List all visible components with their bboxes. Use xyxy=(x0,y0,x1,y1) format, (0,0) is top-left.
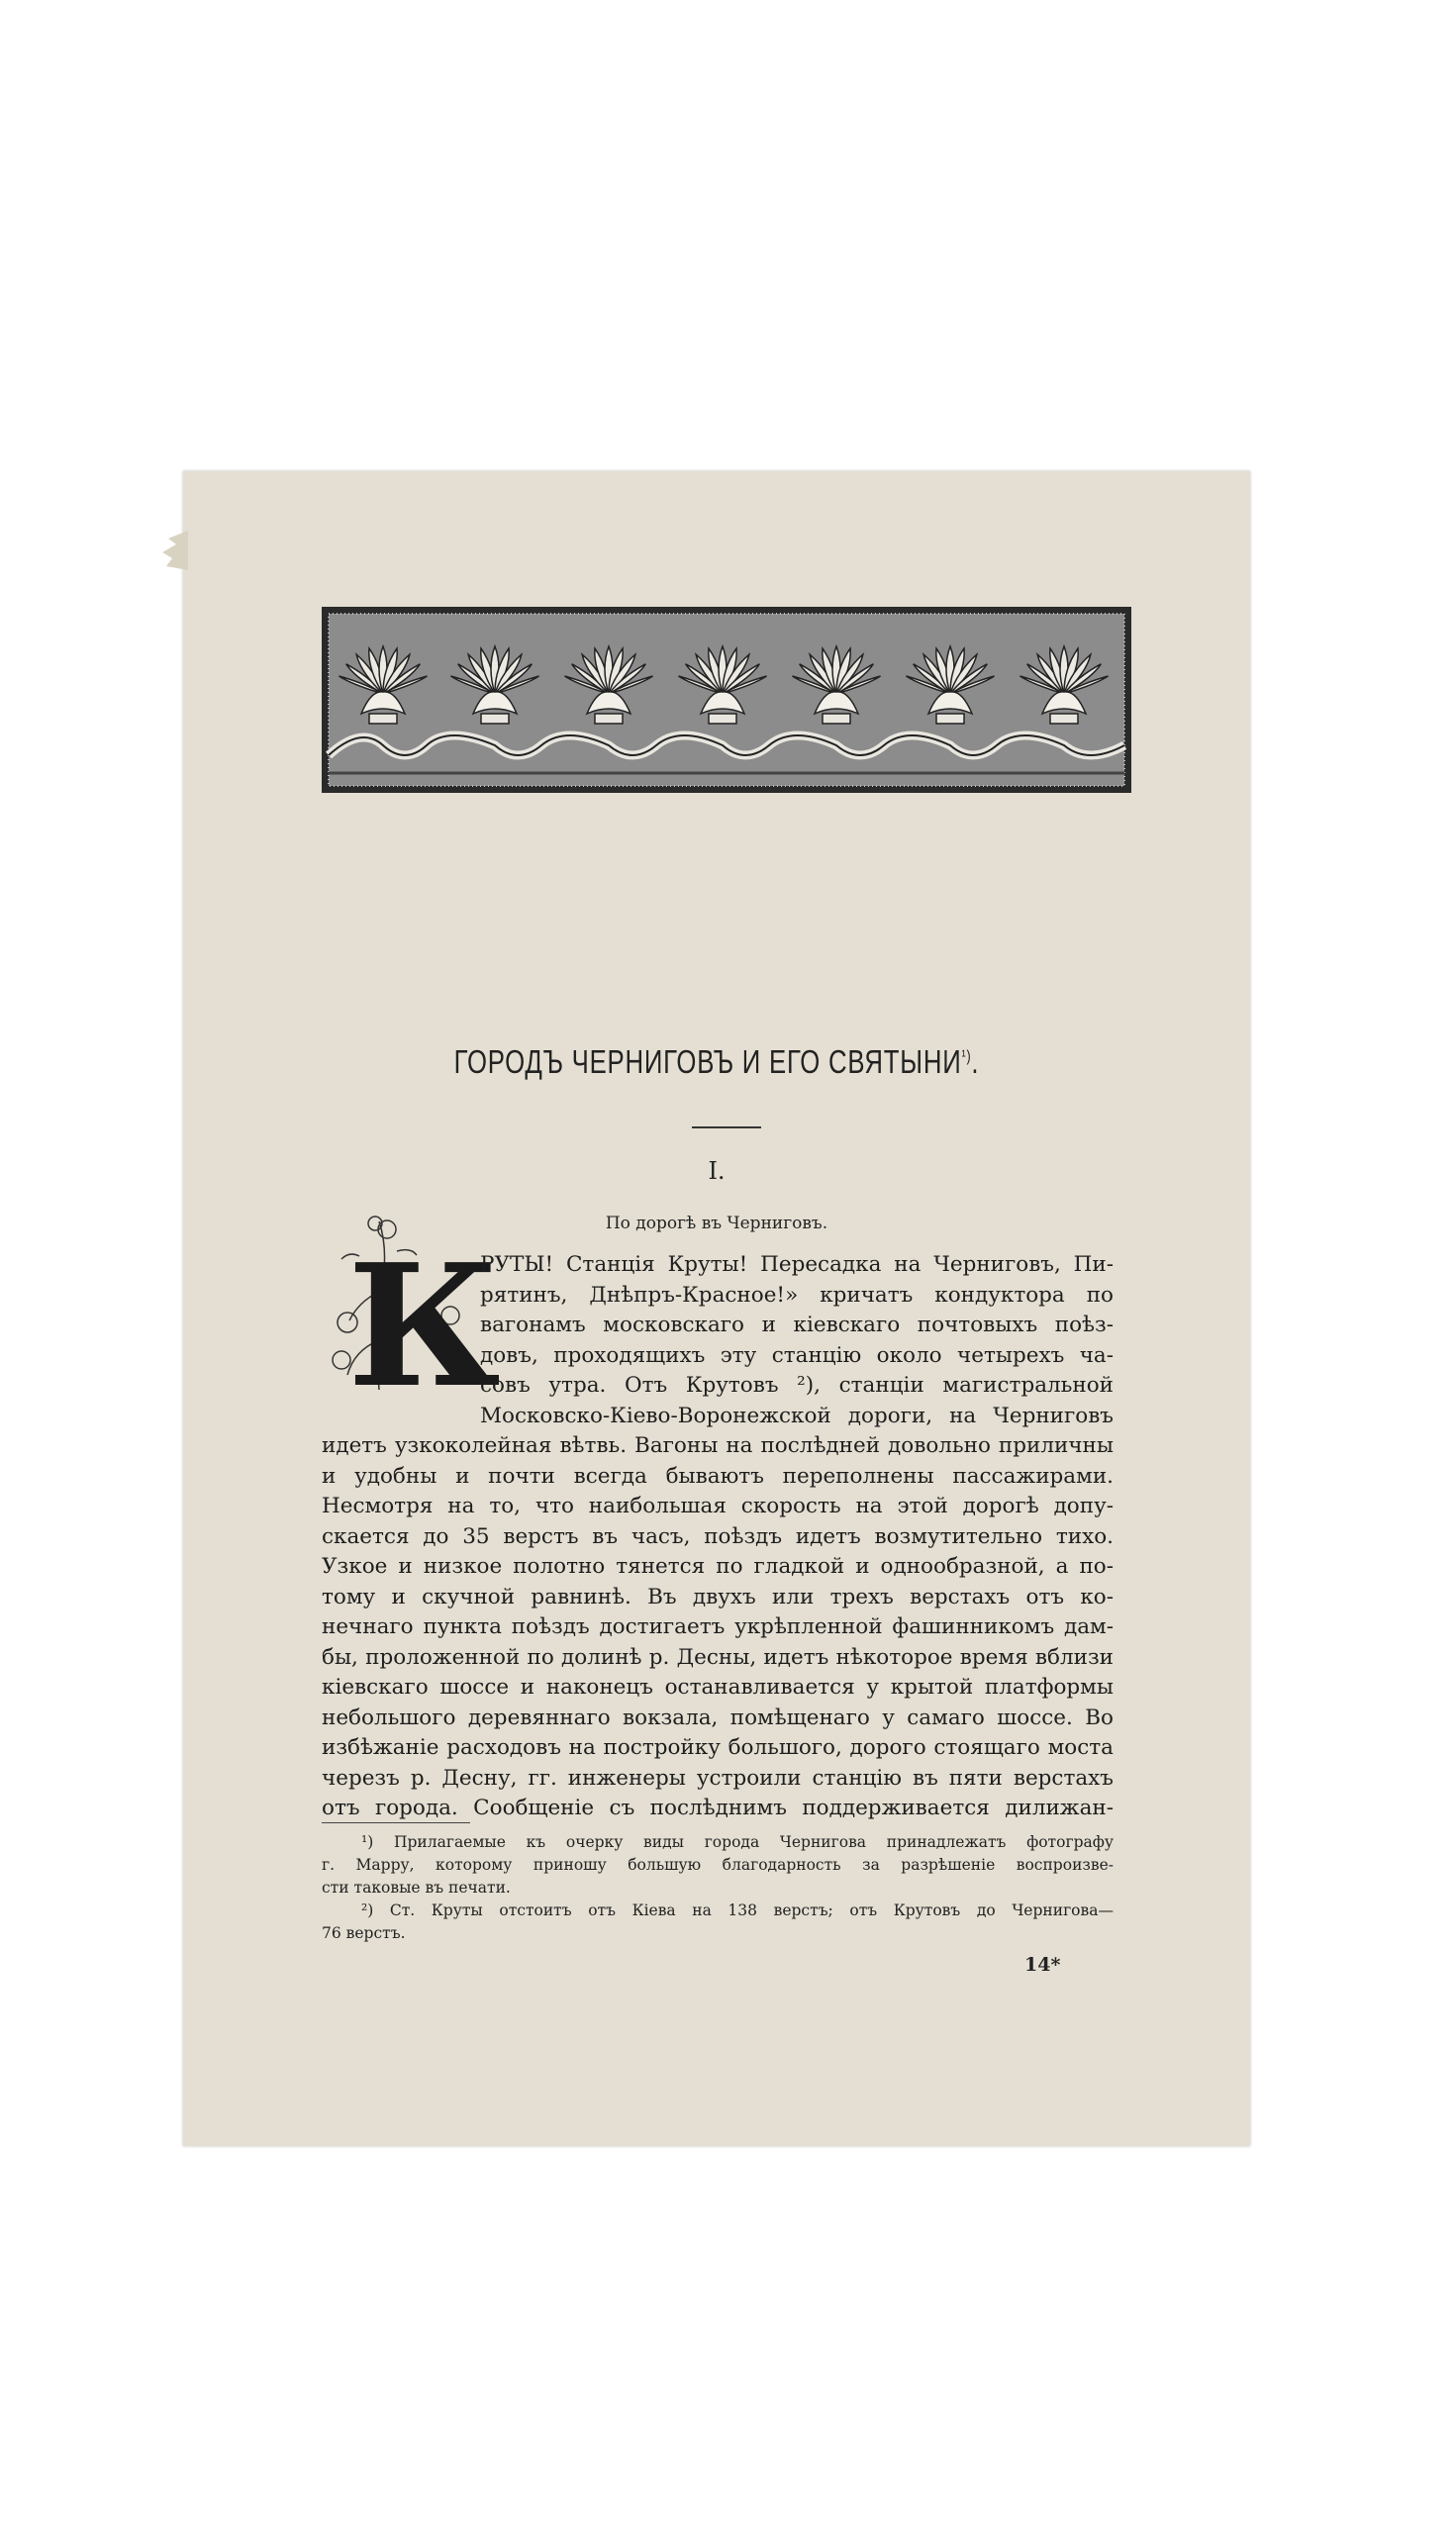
body-line: отъ города. Сообщеніе съ послѣднимъ поддерживается дилижан- xyxy=(322,1796,1114,1820)
book-page xyxy=(183,471,1250,2146)
body-line: тому и скучной равнинѣ. Въ двухъ или трехъ верстахъ отъ ко- xyxy=(322,1584,1114,1609)
body-line: кіевскаго шоссе и наконецъ останавливается у крытой платформы xyxy=(322,1675,1114,1700)
body-line: нечнаго пункта поѣздъ достигаетъ укрѣпленной фашинникомъ дам- xyxy=(322,1614,1114,1639)
ornamental-frieze xyxy=(322,607,1131,793)
section-subtitle: По дорогѣ въ Черниговъ. xyxy=(605,1214,828,1233)
body-line: избѣжаніе расходовъ на постройку большого, дорого стоящаго моста xyxy=(322,1735,1114,1760)
body-line: Несмотря на то, что наибольшая скорость на этой дорогѣ допу- xyxy=(322,1494,1114,1518)
footnote-line: 76 верстъ. xyxy=(322,1924,406,1942)
printer-signature-mark: 14* xyxy=(1024,1954,1061,1976)
body-paragraph xyxy=(322,1250,1114,1824)
footnotes xyxy=(322,1831,1114,1945)
body-line: Московско-Кіево-Воронежской дороги, на Черниговъ xyxy=(480,1403,1114,1428)
body-line: рятинъ, Днѣпръ-Красное!» кричатъ кондуктора по xyxy=(480,1282,1114,1308)
section-number: I. xyxy=(708,1157,726,1185)
footnote-line: ¹) Прилагаемые къ очерку виды города Чернигова принадлежатъ фотографу xyxy=(361,1833,1114,1851)
dropcap-letter: К xyxy=(347,1227,501,1425)
footnote-rule xyxy=(322,1822,470,1823)
title-text: ГОРОДЪ ЧЕРНИГОВЪ И ЕГО СВЯТЫНИ xyxy=(453,1043,962,1080)
footnote-line: сти таковые въ печати. xyxy=(322,1879,511,1897)
footnote-line: ²) Ст. Круты отстоитъ отъ Кіева на 138 верстъ; отъ Крутовъ до Чернигова— xyxy=(361,1901,1114,1919)
body-line: вагонамъ московскаго и кіевскаго почтовыхъ поѣз- xyxy=(480,1313,1114,1337)
body-line: довъ, проходящихъ эту станцію около четырехъ ча- xyxy=(480,1342,1114,1368)
body-line: черезъ р. Десну, гг. инженеры устроили станцію въ пяти верстахъ xyxy=(322,1765,1114,1791)
footnote-line: г. Марру, которому приношу большую благодарность за разрѣшеніе воспроизве- xyxy=(322,1856,1114,1874)
torn-edge xyxy=(158,531,188,570)
body-line: идетъ узкоколейная вѣтвь. Вагоны на послѣдней довольно приличны xyxy=(322,1433,1114,1458)
body-line: скается до 35 верстъ въ часъ, поѣздъ идетъ возмутительно тихо. xyxy=(322,1523,1114,1549)
body-line: бы, проложенной по долинѣ р. Десны, идетъ нѣкоторое время вблизи xyxy=(322,1644,1114,1670)
body-line: небольшого деревяннаго вокзала, помѣщенаго у самаго шоссе. Во xyxy=(322,1705,1114,1730)
body-line: Узкое и низкое полотно тянется по гладкой и однообразной, а по- xyxy=(322,1554,1114,1579)
article-title xyxy=(301,1043,1133,1081)
title-rule xyxy=(692,1126,761,1128)
body-line: совъ утра. Отъ Крутовъ ²), станціи магистральной xyxy=(480,1373,1114,1398)
title-period: . xyxy=(971,1043,980,1080)
body-line: и удобны и почти всегда бываютъ переполнены пассажирами. xyxy=(322,1463,1114,1489)
title-footnote-ref: ¹) xyxy=(961,1048,972,1065)
body-line: РУТЫ! Станція Круты! Пересадка на Черниговъ, Пи- xyxy=(480,1252,1114,1277)
